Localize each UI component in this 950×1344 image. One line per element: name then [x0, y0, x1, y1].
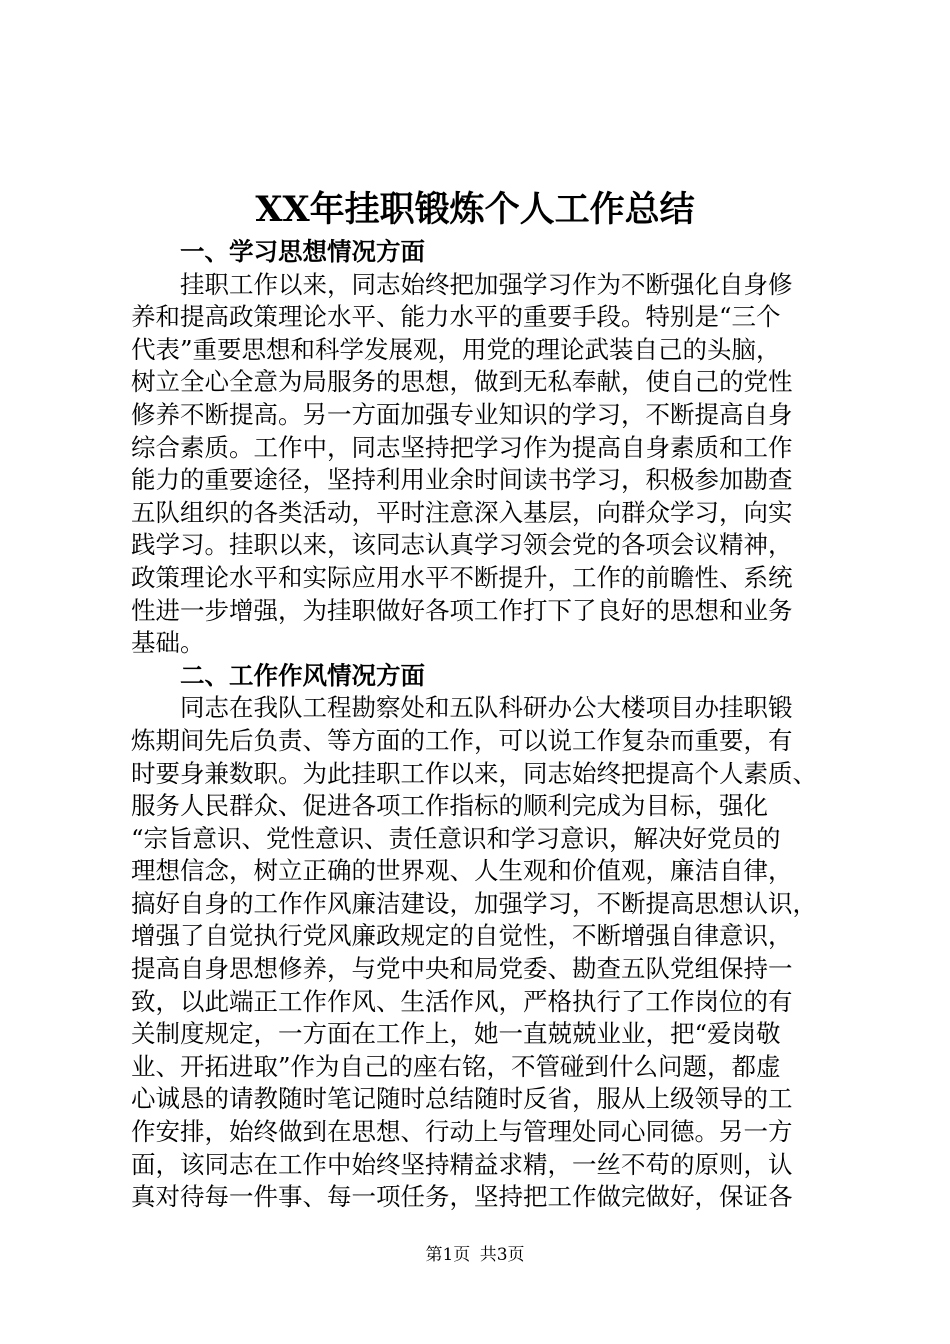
paragraph-line: 心诚恳的请教随时笔记随时总结随时反省，服从上级领导的工 — [131, 1084, 793, 1114]
page-total: 共3页 — [479, 1245, 525, 1265]
paragraph-line: 能力的重要途径，坚持利用业余时间读书学习，积极参加勘查 — [131, 465, 793, 495]
paragraph-line: 修养不断提高。另一方面加强专业知识的学习，不断提高自身 — [131, 399, 793, 429]
paragraph-line: 增强了自觉执行党风廉政规定的自觉性，不断增强自律意识， — [131, 921, 793, 951]
paragraph-line: 时要身兼数职。为此挂职工作以来，同志始终把提高个人素质、 — [131, 758, 817, 788]
section-heading: 一、学习思想情况方面 — [180, 237, 425, 266]
paragraph-line: 搞好自身的工作作风廉洁建设，加强学习，不断提高思想认识， — [131, 888, 817, 918]
page-footer — [0, 1244, 950, 1266]
paragraph-line: 面，该同志在工作中始终坚持精益求精，一丝不苟的原则，认 — [131, 1149, 793, 1179]
paragraph-line: 综合素质。工作中，同志坚持把学习作为提高自身素质和工作 — [131, 432, 793, 462]
paragraph-line: 树立全心全意为局服务的思想，做到无私奉献，使自己的党性 — [131, 367, 793, 397]
paragraph-line: 关制度规定，一方面在工作上，她一直兢兢业业，把“爱岗敬 — [131, 1019, 781, 1049]
paragraph-line: 致，以此端正工作作风、生活作风，严格执行了工作岗位的有 — [131, 986, 793, 1016]
paragraph-line: 炼期间先后负责、等方面的工作，可以说工作复杂而重要，有 — [131, 725, 793, 755]
paragraph-line: 五队组织的各类活动，平时注意深入基层，向群众学习，向实 — [131, 497, 793, 527]
paragraph-line: 挂职工作以来，同志始终把加强学习作为不断强化自身修 — [180, 269, 793, 299]
paragraph-line: “宗旨意识、党性意识、责任意识和学习意识，解决好党员的 — [131, 823, 781, 853]
section-heading: 二、工作作风情况方面 — [180, 660, 425, 690]
paragraph-line: 践学习。挂职以来，该同志认真学习领会党的各项会议精神， — [131, 530, 793, 560]
paragraph-line: 基础。 — [131, 628, 205, 658]
paragraph-line: 理想信念，树立正确的世界观、人生观和价值观，廉洁自律， — [131, 856, 793, 886]
paragraph-line: 服务人民群众、促进各项工作指标的顺利完成为目标，强化 — [131, 791, 768, 821]
paragraph-line: 养和提高政策理论水平、能力水平的重要手段。特别是“三个 — [131, 302, 781, 332]
document-body — [131, 236, 831, 1214]
paragraph-line: 性进一步增强，为挂职做好各项工作打下了良好的思想和业务 — [131, 595, 793, 625]
paragraph-line: 真对待每一件事、每一项任务，坚持把工作做完做好，保证各 — [131, 1182, 793, 1212]
paragraph-line: 提高自身思想修养，与党中央和局党委、勘查五队党组保持一 — [131, 954, 793, 984]
paragraph-line: 作安排，始终做到在思想、行动上与管理处同心同德。另一方 — [131, 1117, 793, 1147]
paragraph-line: 业、开拓进取”作为自己的座右铭，不管碰到什么问题，都虚 — [131, 1051, 781, 1081]
paragraph-line: 代表”重要思想和科学发展观，用党的理论武装自己的头脑， — [131, 334, 781, 364]
document-title: XX年挂职锻炼个人工作总结 — [255, 189, 695, 230]
page-number: 第1页 — [425, 1245, 471, 1265]
paragraph-line: 政策理论水平和实际应用水平不断提升，工作的前瞻性、系统 — [131, 562, 793, 592]
paragraph-line: 同志在我队工程勘察处和五队科研办公大楼项目办挂职锻 — [180, 693, 793, 723]
